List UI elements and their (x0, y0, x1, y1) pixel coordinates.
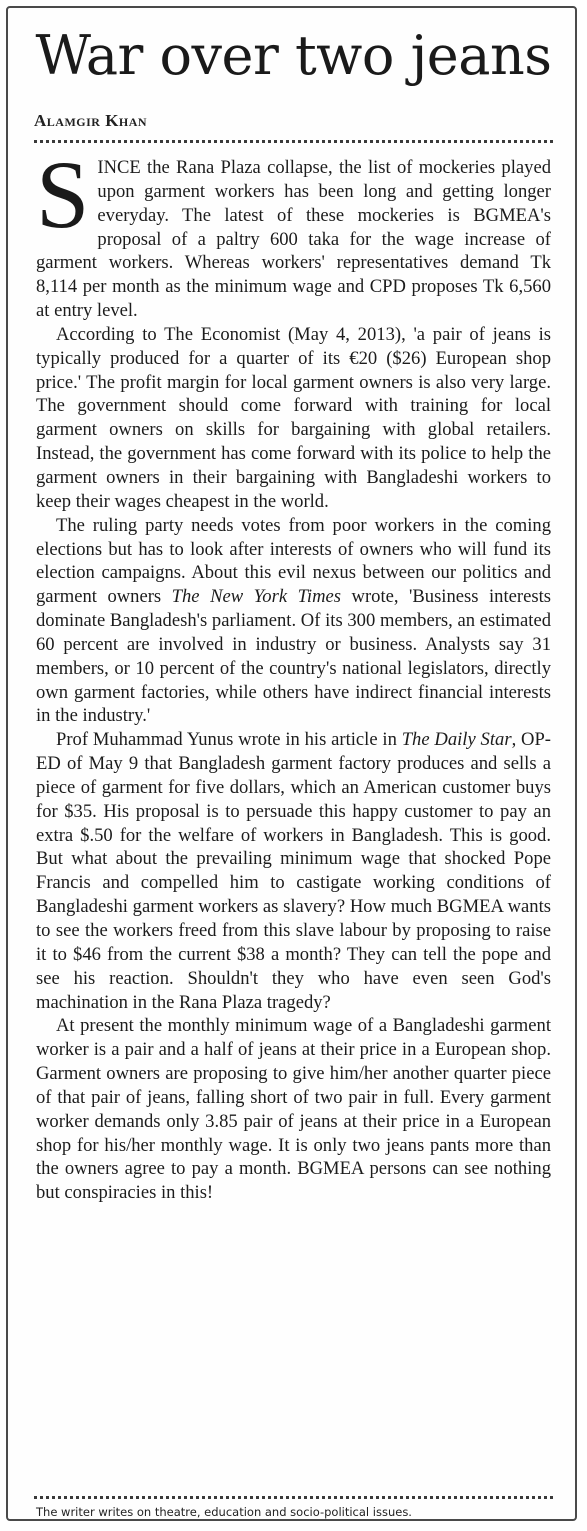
article-frame (6, 6, 577, 1521)
article-headline: War over two jeans (35, 24, 552, 87)
paragraph-3-text-b: wrote, 'Business interests dominate Bangladesh's parliament. Of its 300 members, an estimated 60 percent are involved in industry or business. Analysts say 31 members, or 10 percent of the country's national legislators, directly own garment factories, while others have indirect financial interests in the industry.' (36, 586, 551, 727)
paragraph-1 (36, 141, 551, 323)
top-dotted-divider (34, 140, 553, 143)
paragraph-2: According to The Economist (May 4, 2013), 'a pair of jeans is typically produced for a quarter of its €20 ($26) European shop price.' The profit margin for local garment owners is also very large. The government should come forward with training for local garment owners on skills for bargaining with global retailers. Instead, the government has come forward with its police to help the garment owners in their bargaining with Bangladeshi workers to keep their wages cheapest in the world. (36, 323, 551, 512)
bottom-dotted-divider (34, 1496, 553, 1499)
author-footnote: The writer writes on theatre, education and socio-political issues. (36, 1505, 412, 1519)
nyt-title: The New York Times (171, 586, 341, 608)
paragraph-3 (36, 514, 551, 729)
drop-cap: S (36, 141, 90, 248)
paragraph-4 (36, 728, 551, 1014)
daily-star-title: The Daily Star (401, 729, 512, 751)
paragraph-5: At present the monthly minimum wage of a Bangladeshi garment worker is a pair and a half of jeans at their price in a European shop. Garment owners are proposing to give him/her another quarter piece of that pair of jeans, falling short of two pair in full. Every garment worker demands only 3.85 pair of jeans at their price in a European shop for his/her monthly wage. It is only two jeans pants more than the owners agree to pay a month. BGMEA persons can see nothing but conspiracies in this! (36, 1015, 551, 1204)
paragraph-1-text: INCE the Rana Plaza collapse, the list of mockeries played upon garment workers has been long and getting longer everyday. The latest of these mockeries is BGMEA's proposal of a paltry 600 taka for the wage increase of garment workers. Whereas workers' representatives demand Tk 8,114 per month as the minimum wage and CPD proposes Tk 6,560 at entry level. (36, 157, 551, 322)
article-byline: Alamgir Khan (34, 111, 148, 130)
article-body (36, 141, 551, 1205)
paragraph-4-text-b: , OP-ED of May 9 that Bangladesh garment factory produces and sells a piece of garment for five dollars, which an American customer buys for $35. His proposal is to persuade this happy customer to pay an extra $.50 for the welfare of workers in Bangladesh. This is good. But what about the prevailing minimum wage that shocked Pope Francis and compelled him to castigate working conditions of Bangladeshi garment workers as slavery? How much BGMEA wants to see the workers freed from this slave labour by proposing to raise it to $46 from the current $38 a month? They can tell the pope and see his reaction. Shouldn't they who have even seen God's machination in the Rana Plaza tragedy? (36, 729, 551, 1013)
paragraph-3-text-a: The ruling party needs votes from poor workers in the coming elections but has to look after interests of owners who will fund its election campaigns. About this evil nexus between our politics and garment owners (36, 514, 551, 608)
paragraph-4-text-a: Prof Muhammad Yunus wrote in his article in (56, 729, 402, 751)
